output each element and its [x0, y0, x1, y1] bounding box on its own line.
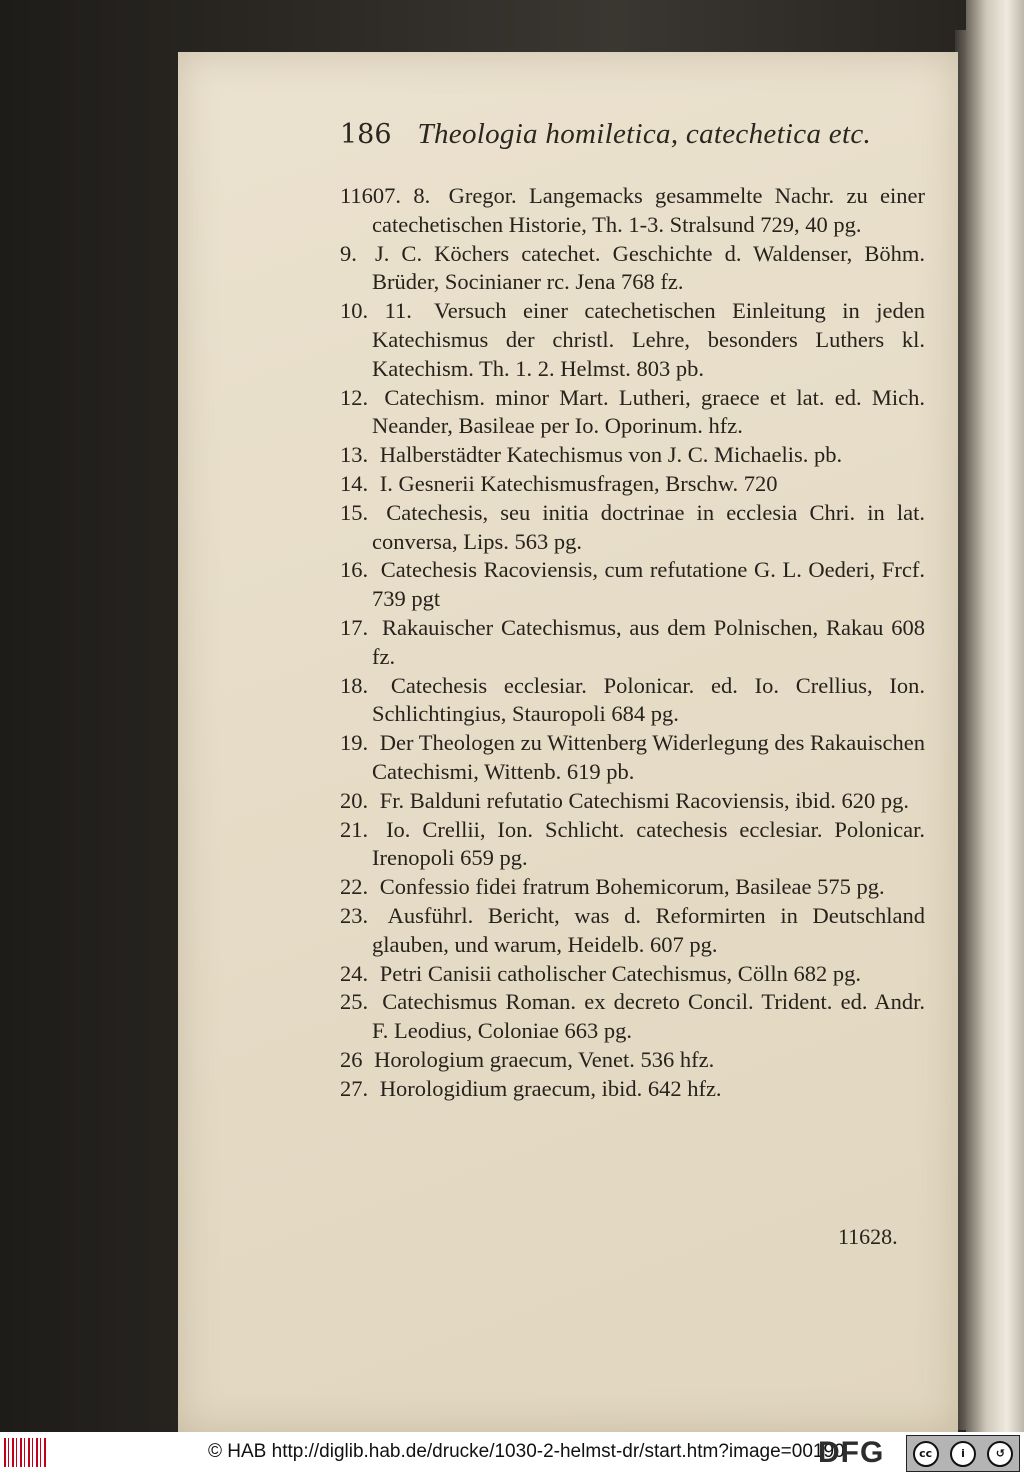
- catalog-entries: [340, 182, 925, 1104]
- entry-number: 27.: [340, 1075, 369, 1101]
- dfg-logo[interactable]: DFG: [818, 1436, 885, 1469]
- entry-text: I. Gesnerii Katechismusfragen, Brschw. 720: [379, 470, 778, 496]
- entry-text: Io. Crellii, Ion. Schlicht. catechesis ecclesiar. Polonicar. Irenopoli 659 pg.: [372, 816, 925, 871]
- entry-text: J. C. Köchers catechet. Geschichte d. Waldenser, Böhm. Brüder, Socinianer rc. Jena 768 fz.: [372, 240, 926, 295]
- entry-text: Fr. Balduni refutatio Catechismi Racoviensis, ibid. 620 pg.: [379, 787, 910, 813]
- cc-icon: cc: [913, 1441, 939, 1467]
- cc-license-badge[interactable]: [906, 1435, 1020, 1472]
- catalog-entry: [340, 672, 925, 730]
- entry-text: Der Theologen zu Wittenberg Widerlegung des Rakauischen Catechismi, Wittenb. 619 pb.: [372, 730, 926, 784]
- entry-text: Catechism. minor Mart. Lutheri, graece et lat. ed. Mich. Neander, Basileae per Io. Oporinum. hfz.: [372, 384, 925, 439]
- entry-text: Catechismus Roman. ex decreto Concil. Trident. ed. Andr. F. Leodius, Coloniae 663 pg.: [372, 989, 925, 1044]
- entry-number: 9.: [340, 240, 357, 266]
- catalog-entry: [340, 1046, 925, 1075]
- page-header: [340, 118, 900, 158]
- entry-text: Ausführl. Bericht, was d. Reformirten in Deutschland glauben, und warum, Heidelb. 607 pg.: [372, 902, 925, 957]
- entry-text: Rakauischer Catechismus, aus dem Polnischen, Rakau 608 fz.: [372, 614, 925, 669]
- catalog-entry: [340, 556, 925, 614]
- page-number: 186: [340, 119, 392, 150]
- entry-number: 13.: [340, 442, 369, 468]
- catalog-entry: [340, 729, 925, 787]
- catalog-entry: [340, 182, 925, 240]
- catalog-entry: [340, 1075, 925, 1104]
- entry-number: 20.: [340, 787, 369, 813]
- catalog-entry: [340, 787, 925, 816]
- catalog-entry: [340, 902, 925, 960]
- by-icon: i: [950, 1441, 976, 1467]
- catalog-entry: [340, 816, 925, 874]
- entry-text: Horologium graecum, Venet. 536 hfz.: [374, 1046, 715, 1072]
- catalog-entry: [340, 297, 925, 383]
- entry-text: Confessio fidei fratrum Bohemicorum, Basileae 575 pg.: [379, 874, 885, 900]
- entry-text: Horologidium graecum, ibid. 642 hfz.: [379, 1075, 722, 1101]
- entry-text: Gregor. Langemacks gesammelte Nachr. zu einer catechetischen Historie, Th. 1-3. Stralsund 729, 40 pg.: [372, 183, 926, 237]
- catalog-entry: [340, 499, 925, 557]
- entry-number: 24.: [340, 960, 369, 986]
- entry-number: 12.: [340, 384, 369, 410]
- catalog-entry: [340, 988, 925, 1046]
- entry-number: 18.: [340, 672, 369, 698]
- viewer-footer: [0, 1432, 1024, 1473]
- entry-number: 16.: [340, 557, 369, 583]
- copyright-link[interactable]: © HAB http://diglib.hab.de/drucke/1030-2-helmst-dr/start.htm?image=00190: [208, 1441, 845, 1462]
- sa-icon: ↺: [987, 1441, 1013, 1467]
- catalog-entry: [340, 240, 925, 298]
- entry-text: Petri Canisii catholischer Catechismus, Cölln 682 pg.: [379, 960, 861, 986]
- catalog-entry: [340, 441, 925, 470]
- catchword: 11628.: [838, 1224, 898, 1249]
- facing-page-edge: [966, 0, 1024, 1432]
- hab-barcode-logo[interactable]: [4, 1438, 48, 1467]
- entry-number: 17.: [340, 614, 369, 640]
- entry-number: 21.: [340, 816, 369, 842]
- entry-text: Catechesis Racoviensis, cum refutatione G. L. Oederi, Frcf. 739 pgt: [372, 557, 925, 612]
- entry-number: 11607. 8.: [340, 183, 431, 208]
- entry-number: 22.: [340, 874, 369, 900]
- catalog-entry: [340, 873, 925, 902]
- entry-text: Versuch einer catechetischen Einleitung in jeden Katechismus der christl. Lehre, besonders Luthers kl. Katechism. Th. 1. 2. Helmst. 803 pb.: [372, 298, 926, 381]
- entry-text: Halberstädter Katechismus von J. C. Michaelis. pb.: [379, 442, 843, 468]
- entry-number: 14.: [340, 470, 369, 496]
- entry-text: Catechesis ecclesiar. Polonicar. ed. Io. Crellius, Ion. Schlichtingius, Stauropoli 684 pg.: [372, 672, 925, 727]
- catalog-entry: [340, 384, 925, 442]
- catalog-entry: [340, 960, 925, 989]
- entry-text: Catechesis, seu initia doctrinae in ecclesia Chri. in lat. conversa, Lips. 563 pg.: [372, 499, 926, 554]
- running-title: Theologia homiletica, catechetica etc.: [417, 118, 872, 150]
- entry-number: 23.: [340, 902, 369, 928]
- entry-number: 25.: [340, 989, 369, 1015]
- catalog-entry: [340, 614, 925, 672]
- entry-number: 15.: [340, 499, 369, 525]
- entry-number: 10. 11.: [340, 298, 412, 324]
- entry-number: 26: [340, 1046, 363, 1072]
- catalog-entry: [340, 470, 925, 499]
- entry-number: 19.: [340, 730, 369, 756]
